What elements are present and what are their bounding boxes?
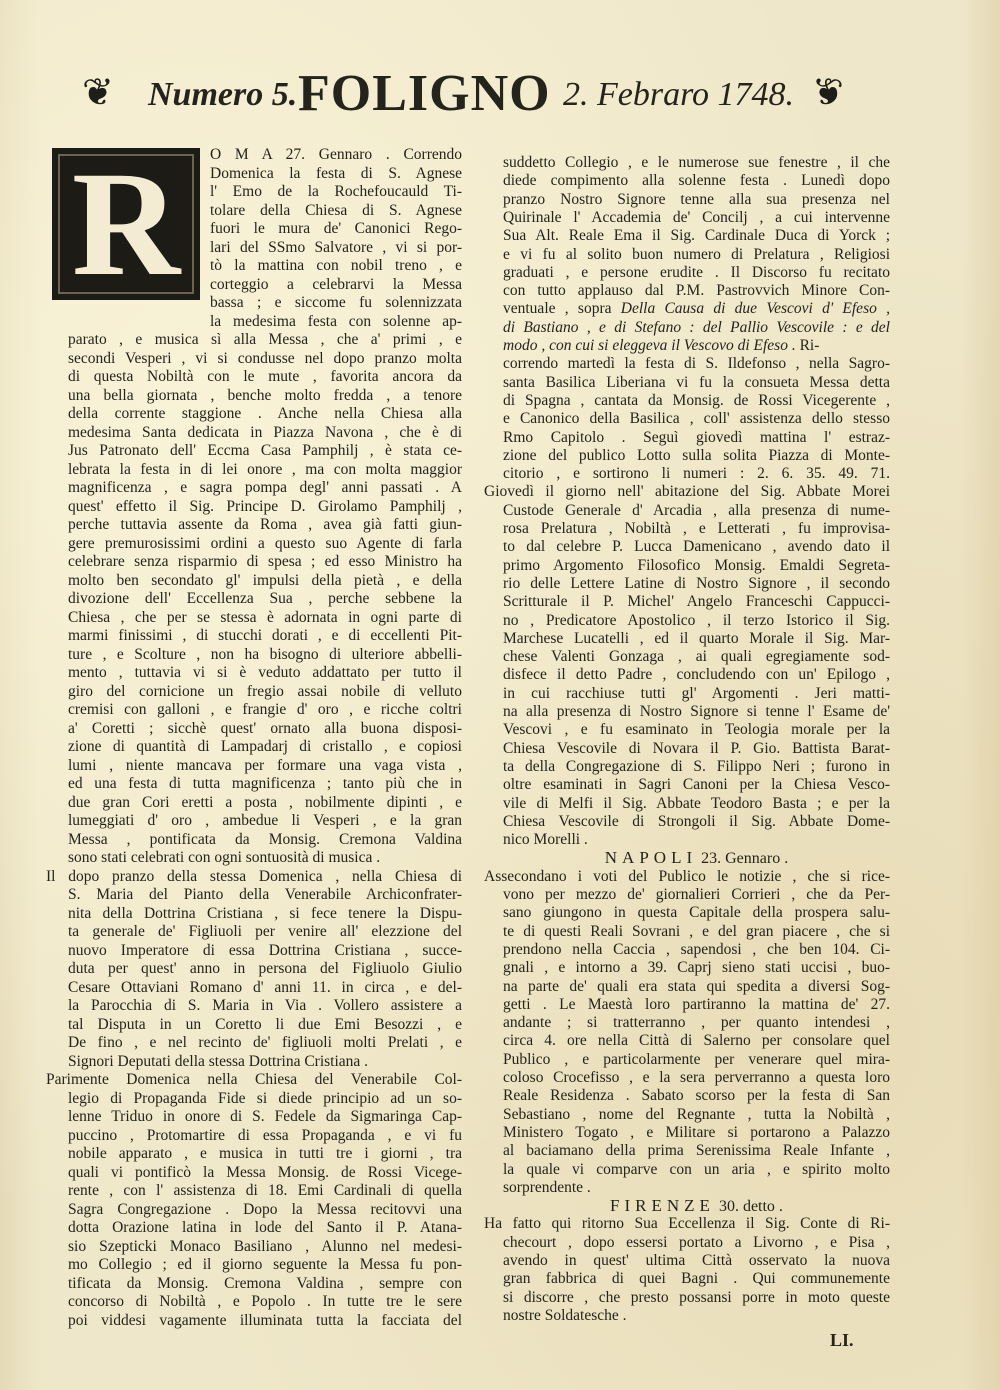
text-line: fuori le mura de' Canonici Rego- <box>210 220 462 237</box>
text-line: zione del publico Lotto sulla solita Piazza di Monte- <box>503 446 890 464</box>
dateline-city: NAPOLI <box>604 848 698 868</box>
text-line: checourt , dopo essersi portato a Livorno , e Pisa , <box>503 1233 890 1251</box>
text-line: sano giungono in questa Capitale della prospera salu- <box>503 904 890 922</box>
text-line: Jus Patronato dell' Eccma Casa Pamphilj , è stata ce- <box>68 442 462 459</box>
text-line: lumeggiati d' oro , ambedue li Vesperi , e la gran <box>68 812 462 829</box>
text-line: vile di Melfi il Sig. Abbate Teodoro Basta ; e per la <box>503 794 890 812</box>
text-line: puccino , Protomartire di essa Propaganda , e vi fu <box>68 1126 462 1144</box>
text-line: Parimente Domenica nella Chiesa del Venerabile Col- <box>46 1071 462 1088</box>
text-line: quali vi pontificò la Messa Monsig. de Rossi Vicege- <box>68 1163 462 1181</box>
text-line: al baciamano della prima Serenissima Reale Infante , <box>503 1142 890 1160</box>
text-line: Reale Residenza . Sabato scorso per la festa di San <box>503 1087 890 1105</box>
text-line: rosa Prelatura , Nobiltà , e Letterati , fu improvisa- <box>503 520 890 537</box>
text-line: graduati , e persone erudite . Il Discorso fu recitato <box>503 263 890 281</box>
text-line: zione di quantità di Lampadarj di cristallo , e copiosi <box>68 738 462 755</box>
dateline-date: 30. detto . <box>718 1198 783 1216</box>
text-line: Publico , e particolarmente per venerare quel mira- <box>503 1050 890 1068</box>
text-line: sorprendente . <box>503 1178 591 1196</box>
text-line: Il dopo pranzo della stessa Domenica , nella Chiesa di <box>46 867 462 885</box>
text-line: suddetto Collegio , e le numerose sue fenestre , il che <box>503 154 890 171</box>
text-line: oltre esaminati in Sagri Canoni per la Chiesa Vesco- <box>503 776 890 794</box>
text-line: cremisi con galloni , e frangie d' oro , e ricche coltri <box>68 701 462 718</box>
text-line: na alla presenza di Nostro Signore si tenne l' Esame de' <box>503 703 890 720</box>
text-line: no , Predicatore Apostolico , il terzo Istorico il Sig. <box>503 611 890 629</box>
text-line: S. Maria del Pianto della Venerabile Archiconfrater- <box>68 886 462 903</box>
text-line: citorio , e sortirono li numeri : 2. 6. 35. 49. 71. <box>503 465 890 483</box>
text-segment: ventuale , sopra <box>503 300 621 318</box>
text-line: secondi Vesperi , vi si condusse nel dopo pranzo molta <box>68 349 462 367</box>
text-line: molto ben secondato gl' impulsi della pietà , e della <box>68 571 462 589</box>
fleuron-icon: ❦ <box>82 72 114 114</box>
text-line: lari del SSmo Salvatore , vi si por- <box>210 238 462 256</box>
issue-date: 2. Febraro 1748. <box>563 76 795 113</box>
text-line: nobile apparato , e musica in tutti tre i giorni , tra <box>68 1145 462 1162</box>
text-line: disfece il detto Padre , concludendo con un' Epilogo , <box>503 666 890 684</box>
text-line: te di questi Reali Sovrani , e del gran piacere , che si <box>503 922 890 940</box>
text-line: Domenica la festa di S. Agnese <box>210 164 462 182</box>
text-line: la medesima festa con solenne ap- <box>210 312 462 330</box>
text-line: correndo martedì la festa di S. Ildefonso , nella Sagro- <box>503 355 890 373</box>
italic-text: di Bastiano , e di Stefano : del Pallio Vescovile : e del <box>503 318 890 336</box>
text-line <box>503 318 890 337</box>
issue-number: Numero 5. <box>148 76 298 113</box>
text-line: sono stati celebrati con ogni sontuosità di musica . <box>68 849 381 866</box>
text-line: di Spagna , cantata da Monsig. de Rossi Vicegerente , <box>503 391 890 409</box>
text-line: la Parocchia di S. Maria in Via . Vollero assistere a <box>68 997 462 1014</box>
text-line: tificata da Monsig. Cremona Valdina , sempre con <box>68 1274 462 1292</box>
text-line: lenne Triduo in onore di S. Fedele da Sigmaringa Cap- <box>68 1108 462 1125</box>
text-line: sio Szepticki Monaco Basiliano , Alunno nel medesi- <box>68 1237 462 1255</box>
text-line: Messa , pontificata da Monsig. Cremona Valdina <box>68 830 462 848</box>
text-line: Vescovi , e fu esaminato in Teologia morale per la <box>503 721 890 739</box>
text-line: giro del cornicione un fregio assai nobile di velluto <box>68 682 462 700</box>
text-line: mo Collegio ; ed il giorno seguente la Messa fu pon- <box>68 1256 462 1273</box>
text-line: andante ; si tratterranno , per quanto intendesi , <box>503 1014 890 1032</box>
text-line: Signori Deputati della stessa Dottrina Cristiana . <box>68 1052 369 1070</box>
masthead <box>0 62 1000 132</box>
text-line: De fino , e nel recinto de' figliuoli molti Prelati , e <box>68 1034 462 1051</box>
text-line: Sebastiano , nome del Regnante , tutta la Nobiltà , <box>503 1105 890 1123</box>
text-line: Quirinale l' Accademia de' Concilj , a cui intervenne <box>503 208 890 226</box>
text-line: nita della Dottrina Cristiana , si fece tenere la Dispu- <box>68 904 462 922</box>
text-line: ed una festa di tutta magnificenza ; tanto più che in <box>68 775 462 792</box>
text-line: na parte de' quali era stata qui spedita a diversi Sog- <box>503 977 890 995</box>
text-line: poi viddesi vagamente illuminata tutta la facciata del <box>68 1311 462 1329</box>
text-line: avendo in quest' ultima Città osservato la nuova <box>503 1252 890 1269</box>
text-line: una bella giornata , benche molto fredda , a tenore <box>68 386 462 404</box>
signature-mark: LI. <box>830 1330 854 1350</box>
text-line: si discorre , che presto possansi porre in moto queste <box>503 1288 890 1306</box>
text-line: Cesare Ottaviani Romano d' anni 11. in circa , e del- <box>68 978 462 996</box>
text-line: vono per mezzo de' giornalieri Corrieri , che da Per- <box>503 886 890 903</box>
text-line: chese Valenti Gonzaga , ai quali egregiamente sod- <box>503 648 890 666</box>
text-line: Chiesa Vescovile di Strongoli il Sig. Abbate Dome- <box>503 812 890 830</box>
text-line: perche tuttavia assente da Roma , avea già fatti giun- <box>68 516 462 533</box>
text-line: legio di Propaganda Fide si diede principio ad un so- <box>68 1089 462 1107</box>
text-line: l' Emo de la Rochefoucauld Ti- <box>210 183 462 200</box>
text-line: celebrare senza risparmio di spesa ; ed esso Ministro ha <box>68 553 462 570</box>
text-line: tò la mattina con nobil treno , e <box>210 257 462 274</box>
text-line: e vi fu al solito buon numero di Prelatura , Religiosi <box>503 245 890 263</box>
text-line: gere premurosissimi ordini a questo suo Agente di farla <box>68 534 462 552</box>
text-line: nico Morelli . <box>503 831 588 849</box>
text-line: lebrata la festa in di lei onore , ma con molta maggior <box>68 460 462 478</box>
text-line: diede compimento alla solenne festa . Lunedì dopo <box>503 172 890 190</box>
text-line <box>503 336 890 355</box>
text-line: Ha fatto qui ritorno Sua Eccellenza il Sig. Conte di Ri- <box>484 1215 890 1233</box>
text-line: quest' effetto il Sig. Principe D. Girolamo Pamphilj , <box>68 497 462 515</box>
text-line: coloso Crocefisso , e la sera perverranno a questa loro <box>503 1069 890 1086</box>
text-line: con tutto applauso dal P.M. Pastrovvich Minore Con- <box>503 282 890 300</box>
text-line: dotta Orazione latina in lode del Santo il P. Atana- <box>68 1219 462 1236</box>
dateline-city: FIRENZE <box>610 1196 715 1216</box>
text-line: circa 4. ore nella Città di Salerno per consolare quel <box>503 1032 890 1050</box>
text-line: Sagra Congregazione . Dopo la Messa recitovvi una <box>68 1200 462 1218</box>
text-line: Scritturale il P. Michel' Angelo Franceschi Cappucci- <box>503 593 890 611</box>
text-line: Giovedì il giorno nell' abitazione del Sig. Abbate Morei <box>484 483 890 501</box>
text-line: lumi , niente mancava per formare una vaga vista , <box>68 756 462 774</box>
text-line: ta della Congregazione di S. Filippo Neri ; furono in <box>503 757 890 775</box>
text-line: nuovo Imperatore di essa Dottrina Cristiana , succe- <box>68 941 462 959</box>
italic-text: modo , con cui si eleggeva il Vescovo di Efeso . <box>503 337 796 354</box>
fleuron-icon: ❦ <box>812 72 844 114</box>
text-line: corteggio a celebrarvi la Messa <box>210 275 462 293</box>
text-line: mento , tuttavia vi si è veduto addattato per tutto il <box>68 664 462 681</box>
text-line: di questa Nobiltà con le mute , favorita ancora da <box>68 368 462 385</box>
text-line: O M A 27. Gennaro . Correndo <box>210 146 462 163</box>
text-line <box>503 299 890 318</box>
text-line: marmi finissimi , di stucchi dorati , e di eccellenti Pit- <box>68 627 462 644</box>
text-line: tal Disputa in un Coretto li due Emi Besozzi , e <box>68 1015 462 1033</box>
text-segment: Ri- <box>795 337 820 354</box>
text-line: Chiesa , che per se stessa è adornata in ogni parte di <box>68 608 462 626</box>
text-line: to dal celebre P. Lucca Damenicano , avendo dato il <box>503 538 890 556</box>
text-line: rente , con l' assistenza di 18. Emi Cardinali di quella <box>68 1182 462 1199</box>
text-line: Chiesa Vescovile di Novara il P. Gio. Battista Barat- <box>503 739 890 757</box>
text-line: ta generale de' Figliuoli per venire all' elezzione del <box>68 923 462 940</box>
text-line: primo Argomento Filosofico Monsig. Emaldi Segreta- <box>503 556 890 574</box>
text-line: Marchese Lucatelli , ed il quarto Morale il Sig. Mar- <box>503 629 890 647</box>
dateline-date: 23. Gennaro . <box>701 850 789 868</box>
text-line: e Canonico della Basilica , coll' assistenza dello stesso <box>503 410 890 428</box>
text-line: tolare della Chiesa di S. Agnese <box>210 201 462 219</box>
text-line: Custode Generale d' Arcadia , alla presenza di nume- <box>503 501 890 519</box>
dateline-heading <box>503 1196 890 1215</box>
text-line: parato , e musica sì alla Messa , che a' primi , e <box>68 331 462 348</box>
drop-cap-initial: R <box>52 148 200 300</box>
text-line: Assecondano i voti del Publico le notizie , che si rice- <box>484 867 890 885</box>
text-line: Ministero Togato , e Militare si portarono a Palazzo <box>503 1123 890 1141</box>
text-line: getti . Le Maestà loro partiranno la mattina de' 27. <box>503 995 890 1013</box>
text-line: prendono nella Caccia , sapendosi , che ben 104. Ci- <box>503 940 890 958</box>
text-line: duta per quest' anno in persona del Figliuolo Giulio <box>68 960 462 977</box>
text-line: divozione dell' Eccellenza Sua , perche sebbene la <box>68 590 462 607</box>
italic-text: Della Causa di due Vescovi d' Efeso , <box>620 300 890 318</box>
text-line: medesima Santa dedicata in Piazza Navona , che è di <box>68 423 462 441</box>
text-line: gran fabbrica di quei Bagni . Qui communemente <box>503 1270 890 1288</box>
text-line: magnificenza , e sagra pompa degl' anni passati . A <box>68 479 462 496</box>
text-line: Sua Alt. Reale Ema il Sig. Cardinale Duca di Yorck ; <box>503 227 890 245</box>
masthead-title: FOLIGNO <box>298 65 551 122</box>
text-line: Rmo Capitolo . Seguì giovedì mattina l' estraz- <box>503 428 890 446</box>
text-line: bassa ; e siccome fu solennizzata <box>210 294 462 311</box>
text-line: rio delle Lettere Latine di Nostro Signore , il secondo <box>503 574 890 592</box>
text-line: in cui racchiuse tutti gl' Argomenti . Jeri matti- <box>503 684 890 702</box>
text-line: pranzo Nostro Signore tenne alla sua presenza nel <box>503 190 890 208</box>
text-line: santa Basilica Liberiana vi fu la consueta Messa detta <box>503 373 890 391</box>
text-line: concorso di Nobiltà , e Popolo . In tutte tre le sere <box>68 1293 462 1310</box>
text-line: ture , e Scolture , non ha bisogno di ulteriore abbelli- <box>68 645 462 663</box>
dateline-heading <box>503 848 890 867</box>
text-line: la quale vi comparve con un aria , e spirito molto <box>503 1160 890 1178</box>
text-line: a' Coretti ; sicchè quest' ornato alla buona disposi- <box>68 719 462 737</box>
text-line: due gran Cori eretti a posta , nobilmente dipinti , e <box>68 793 462 811</box>
text-line: della corrente staggione . Anche nella Chiesa alla <box>68 405 462 422</box>
text-line: nostre Soldatesche . <box>503 1306 627 1324</box>
text-line: gnali , e intorno a 39. Caprj sieno stati uccisi , buo- <box>503 959 890 977</box>
